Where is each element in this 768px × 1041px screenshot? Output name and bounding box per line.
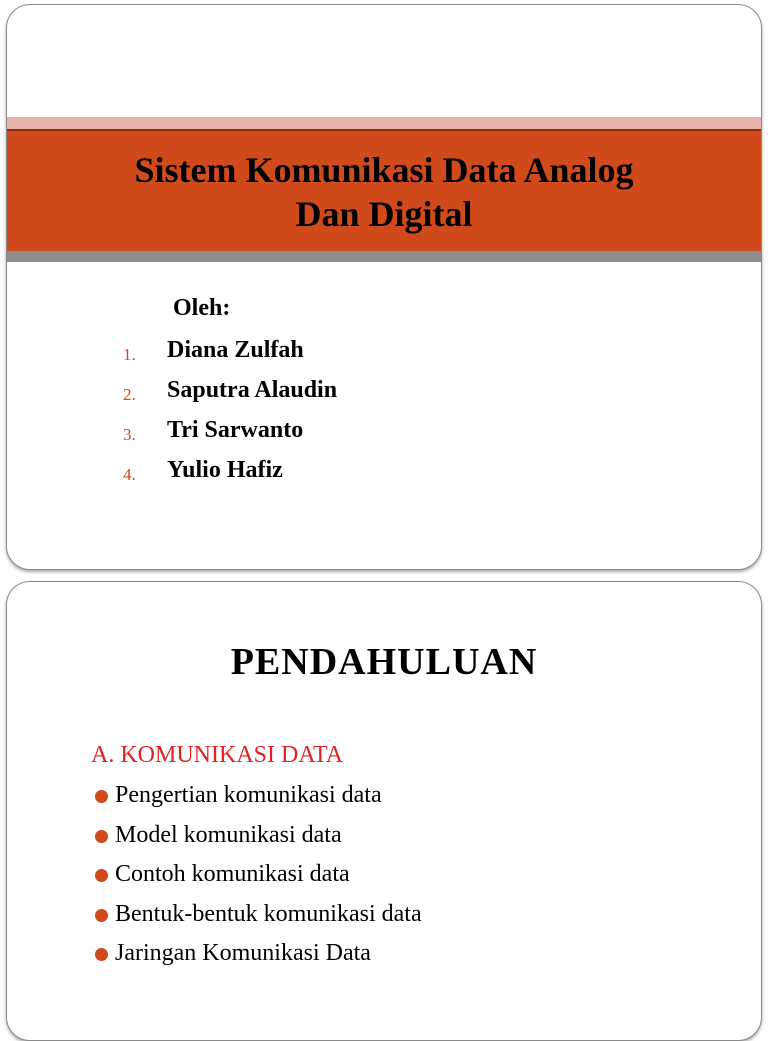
- topic-list: [91, 782, 691, 980]
- intro-heading: PENDAHULUAN: [230, 641, 538, 683]
- author-name: Diana Zulfah: [167, 337, 304, 363]
- list-item-text: Model komunikasi data: [115, 821, 342, 848]
- title-band: [7, 129, 761, 251]
- slide-title: [134, 146, 633, 236]
- bullet-dot-icon: [95, 909, 108, 922]
- list-item: [91, 940, 691, 980]
- author-name: Yulio Hafiz: [167, 457, 283, 483]
- bullet-dot-icon: [95, 869, 108, 882]
- list-item: [91, 901, 691, 941]
- author-name: Saputra Alaudin: [167, 377, 338, 403]
- bullet-dot-icon: [95, 948, 108, 961]
- author-item: [7, 455, 507, 495]
- bullet-dot-icon: [95, 830, 108, 843]
- author-number: 1.: [123, 345, 136, 364]
- by-label: Oleh:: [173, 295, 231, 321]
- author-number: 3.: [123, 425, 136, 444]
- author-name: Tri Sarwanto: [167, 417, 304, 443]
- title-band-bottom-stripe: [7, 251, 761, 262]
- section-heading: A. KOMUNIKASI DATA: [91, 742, 344, 768]
- title-slide: [6, 4, 762, 570]
- author-number: 4.: [123, 465, 136, 484]
- author-item: [7, 375, 507, 415]
- author-item: [7, 335, 507, 375]
- bullet-dot-icon: [95, 790, 108, 803]
- slide-title-line-2: Dan Digital: [295, 194, 473, 234]
- list-item-text: Contoh komunikasi data: [115, 861, 350, 887]
- author-number: 2.: [123, 385, 136, 404]
- title-band-top-stripe: [7, 117, 761, 129]
- intro-slide: [6, 581, 762, 1041]
- list-item: [91, 782, 691, 822]
- list-item-text: Pengertian komunikasi data: [115, 782, 382, 808]
- list-item-text: Jaringan Komunikasi Data: [115, 940, 371, 966]
- list-item-text: Bentuk-bentuk komunikasi data: [115, 900, 422, 927]
- list-item: [91, 822, 691, 862]
- list-item: [91, 861, 691, 901]
- author-item: [7, 415, 507, 455]
- slide-title-line-1: Sistem Komunikasi Data Analog: [134, 150, 634, 190]
- author-list: [7, 335, 507, 495]
